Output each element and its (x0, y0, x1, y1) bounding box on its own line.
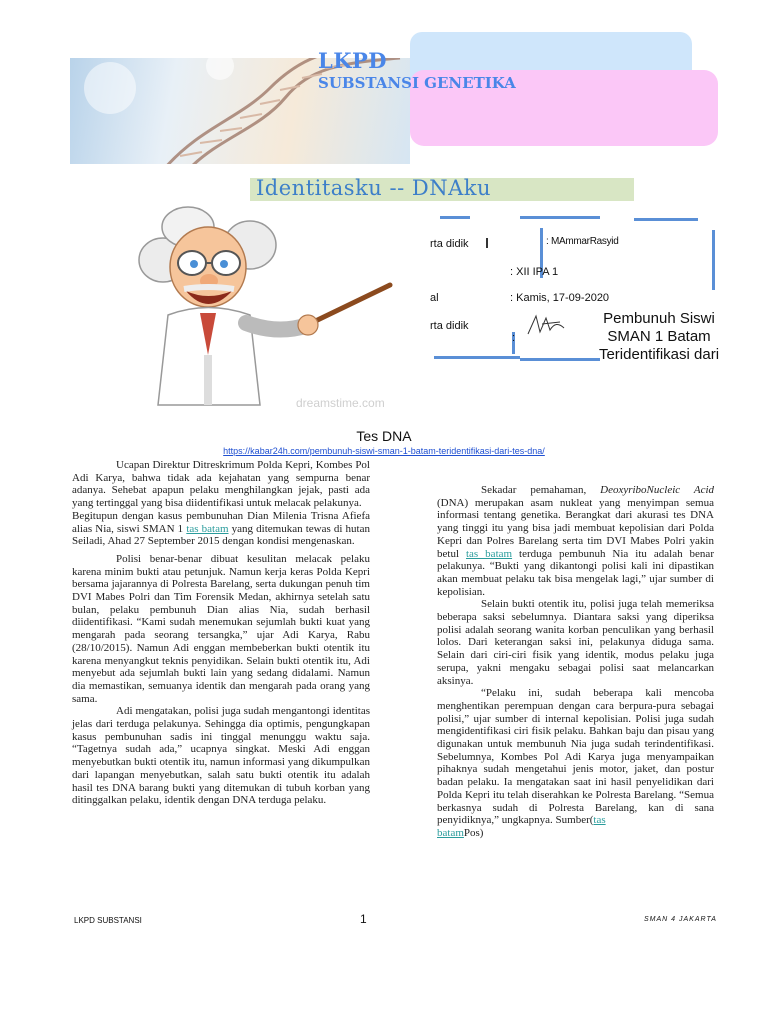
form-deco-line (634, 218, 698, 221)
page-number: 1 (360, 912, 367, 926)
tas-batam-link[interactable]: tas batam (465, 547, 513, 560)
form-deco-line (440, 216, 470, 219)
tas-link[interactable]: tas (593, 814, 606, 827)
form-deco-line (434, 356, 520, 359)
page-subtitle: SUBSTANSI GENETIKA (318, 74, 516, 92)
identity-heading: Identitasku -- DNAku (256, 176, 492, 200)
article-right-column (437, 484, 714, 840)
tas-batam-link[interactable]: tas batam (186, 522, 229, 535)
form-label-signature: rta didik (430, 320, 469, 332)
article-title: Tes DNA (356, 428, 412, 444)
article-url-link[interactable]: https://kabar24h.com/pembunuh-siswi-sman-1-batam-teridentifikasi-dari-tes-dna/ (223, 446, 545, 456)
form-value-date: : Kamis, 17-09-2020 (510, 292, 610, 304)
paragraph: Begitupun dengan kasus pembunuhan Dian Milenia Trisna Afiefa alias Nia, siswi SMAN 1 tas batam yang ditemukan tewas di hutan Seiladi, Ahad 27 September 2015 dengan kondisi mengenaskan. (72, 509, 370, 548)
paragraph: Ucapan Direktur Ditreskrimum Polda Kepri, Kombes Pol Adi Karya, bahwa tidak ada kejahatan yang sempurna benar adanya. Sehebat apapun pelaku menghilangkan jejak, pasti ada yang tertinggal yang bisa diidentifikasi untuk melacak pelakunya. (72, 459, 370, 510)
footer-left: LKPD SUBSTANSI (74, 916, 142, 925)
footer-right: SMAN 4 JAKARTA (644, 916, 717, 923)
form-deco-line (712, 230, 715, 290)
page-title: LKPD (318, 48, 388, 73)
form-deco-line (486, 238, 488, 248)
paragraph: Adi mengatakan, polisi juga sudah mengantongi identitas jelas dari terduga pelakunya. Sehingga dia optimis, pengungkapan kasus pembunuhan sadis ini tinggal menunggu waktu saja. “Tagetnya sudah ada,” ucapnya singkat. Meski Adi enggan menyebutkan bukti otentik itu, namun informasi yang dikumpulkan dari lapangan menyebutkan, salah satu bukti otentik itu adalah hasil tes DNA barang bukti yang ditemukan di tubuh korban yang ditinggalkan pelaku, identik dengan DNA terduga pelaku. (72, 705, 370, 807)
watermark: dreamstime.com (296, 396, 385, 410)
form-deco-line (520, 216, 600, 219)
batam-link[interactable]: batam (437, 826, 464, 839)
paragraph: “Pelaku ini, sudah beberapa kali mencoba menghentikan perempuan dengan cara berpura-pura sebagai polisi,” ujar sumber di internal kepolisian. Polisi juga sudah mengidentifikasi ciri fisik pelaku. Bahkan baju dan pisau yang digunakan untuk membunuh Nia juga sudah terindentifikasi. Sebelumnya, Kombes Pol Adi Karya juga menyampaikan pihaknya sudah mengetahui jenis motor, jaket, dan postur badan pelaku. Ia mengatakan saat ini hasil penyelidikan dari Polda Kepri itu telah diserahkan ke Polresta Barelang. “Semua berkasnya sudah di Polresta Barelang, kan di sana penyidiknya,” ungkapnya. Sumber(tas batamPos) (437, 687, 714, 839)
form-value-class: : XII IPA 1 (510, 266, 559, 278)
form-value-name: : MAmmarRasyid (546, 236, 619, 247)
signature-image (524, 310, 568, 343)
paragraph: Selain bukti otentik itu, polisi juga telah memeriksa beberapa saksi sebelumnya. Diantara saksi yang diperiksa polisi adalah seorang wanita korban penculikan yang berhasil lolos. Dari keterangan saksi ini, pelakunya diduga sama. Selain dari ciri-ciri fisik yang identik, modus pelaku juga serupa, yakni mengaku sebagai polisi saat melancarkan aksinya. (437, 598, 714, 687)
form-label-name: rta didik (430, 238, 469, 250)
article-left-column (72, 459, 370, 807)
form-value-signature: : (512, 332, 516, 344)
form-label-date: al (430, 292, 439, 304)
paragraph: Sekadar pemahaman, DeoxyriboNucleic Acid (DNA) merupakan asam nukleat yang menyimpan semua informasi tentang genetika. Berangkat dari akurasi tes DNA yang tinggi itu yang bisa jadi membuat kepolisian dari Polda Kepri dan Polres Barelang serta tim DVI Mabes Polri yakin betul tas batam terduga pembunuh Nia itu adalah benar pelakunya. “Bukti yang dikantongi polisi kali ini dipastikan akan membuat pelaku tak bisa mengelak lagi,” ujar sumber di kepolisian. (437, 484, 715, 598)
side-headline: Pembunuh Siswi SMAN 1 Batam Teridentifikasi dari (598, 310, 720, 363)
paragraph: Polisi benar-benar dibuat kesulitan melacak pelaku karena minim bukti atau petunjuk. Namun kerja keras Polda Kepri bersama jajarannya di Polresta Barelang, serta dukungan penuh tim DVI Mabes Polri dan Tim Forensik Medan, akhirnya setelah satu bulan, pelaku pembunuh Dian alias Nia, sudah berhasil diidentifikasi. “Kami sudah menemukan sejumlah bukti kuat yang mengarah pada seorang tersangka,” ujar Adi Karya, Rabu (28/10/2015). Namun Adi enggan membeberkan bukti otentik itu karena menyangkut teknis penyidikan. Selain bukti otentik itu, Adi menyebut ada sejumlah bukti lain yang sedang didalami. Namun dia memastikan, semuanya identik dan mengarah pada orang yang sama. (72, 552, 370, 705)
professor-illustration (128, 205, 408, 415)
